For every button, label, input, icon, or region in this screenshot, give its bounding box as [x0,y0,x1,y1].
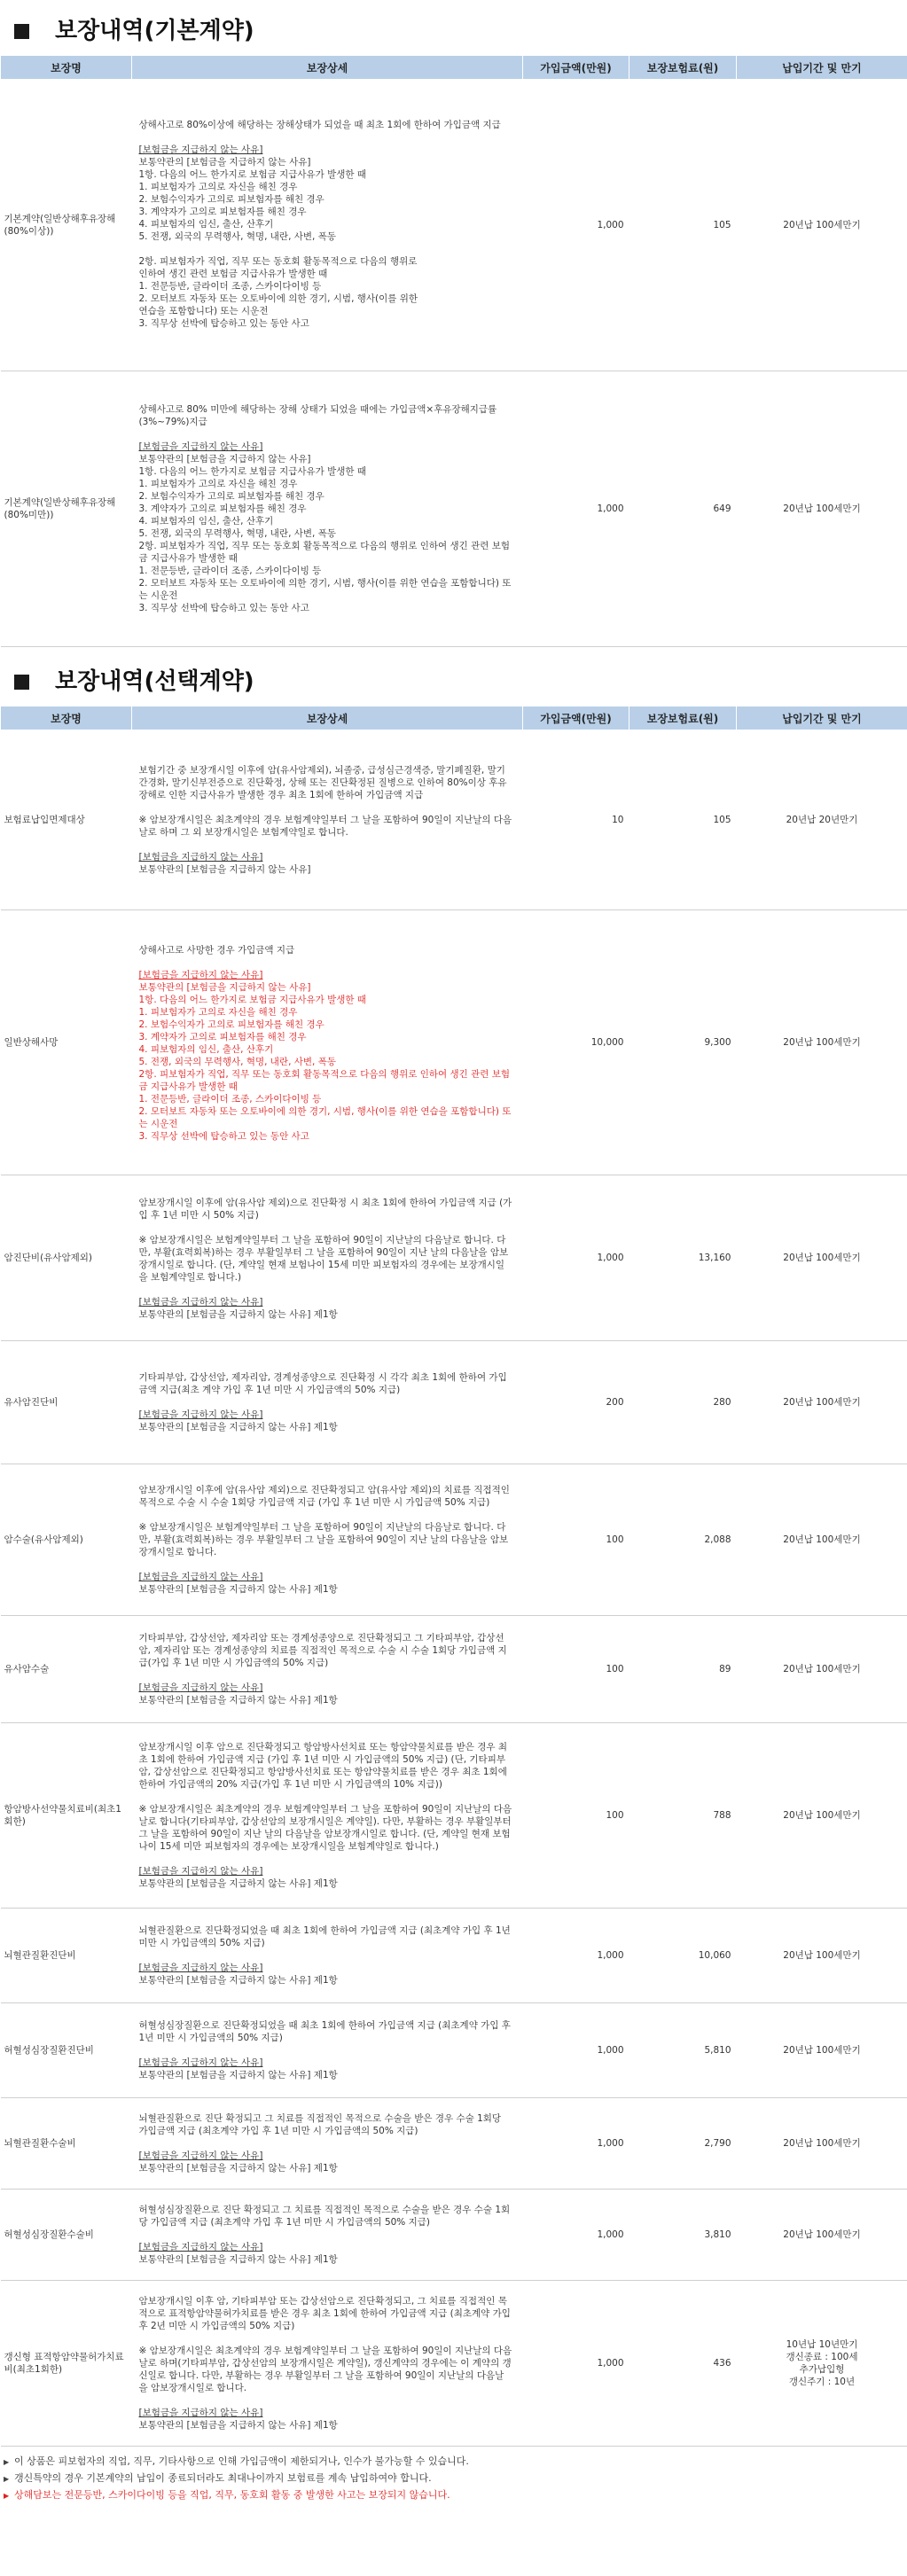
table-row [1,730,907,910]
coverage-period: 20년납 100세만기 [737,1341,907,1464]
detail-line: [보험금을 지급하지 않는 사유] [138,441,263,452]
coverage-detail [132,1909,523,2003]
coverage-name: 항암방사선약물치료비(최초1회한) [1,1723,132,1909]
detail-line: 5. 전쟁, 외국의 무력행사, 혁명, 내란, 사변, 폭동 [138,1057,337,1067]
detail-line: 기타피부암, 갑상선암, 제자리암 또는 경계성종양으로 진단확정되고 그 기타피부암, 갑상선암, 제자리암 또는 경계성종양의 치료를 직접적인 목적으로 수술 시 수술 1회당 가입금액 지급(가입 후 1년 미만 시 가입금액의 50% 지급) [138,1633,507,1668]
footnote-text: 갱신특약의 경우 기본계약의 납입이 종료되더라도 최대나이까지 보험료를 계속 납입하여야 합니다. [14,2472,432,2484]
detail-line: ※ 암보장개시일은 보험계약일부터 그 날을 포함하여 90일이 지난날의 다음날로 합니다. 다만, 부활(효력회복)하는 경우 부활일부터 그 날을 포함하여 90일이 지난 날의 다음날을 암보장개시일로 합니다. [138,1522,509,1557]
detail-line: 허혈성심장질환으로 진단확정되었을 때 최초 1회에 한하여 가입금액 지급 (최초계약 가입 후 1년 미만 시 가입금액의 50% 지급) [138,2020,511,2043]
coverage-detail [132,910,523,1175]
header-coverage-detail: 보장상세 [132,706,523,730]
footnote-item [4,2471,907,2487]
coverage-period: 20년납 100세만기 [737,2098,907,2190]
detail-line: 4. 피보험자의 임신, 출산, 산후기 [138,516,274,527]
coverage-period: 20년납 100세만기 [737,371,907,647]
detail-line: 보통약관의 [보험금을 지급하지 않는 사유] 제1항 [138,2070,338,2080]
detail-line: 4. 피보험자의 임신, 출산, 산후기 [138,219,274,230]
coverage-name: 허혈성심장질환진단비 [1,2003,132,2098]
detail-line [139,1853,512,1865]
table-row [1,2190,907,2281]
coverage-detail [132,2281,523,2447]
coverage-detail [132,2098,523,2190]
detail-line: [보험금을 지급하지 않는 사유] [138,1297,263,1308]
detail-line: 3. 계약자가 고의로 피보험자를 해친 경우 [138,207,307,217]
basic-title-text: 보장내역(기본계약) [55,18,254,44]
detail-line: 1항. 다음의 어느 한가지로 보험금 지급사유가 발생한 때 [138,466,367,477]
detail-line [139,1396,512,1409]
detail-line: 보통약관의 [보험금을 지급하지 않는 사유] 제1항 [138,2420,338,2431]
coverage-amount: 100 [523,1723,629,1909]
coverage-detail [132,1616,523,1723]
detail-line [139,131,512,144]
detail-line [139,428,512,441]
detail-line: 2항. 피보험자가 직업, 직무 또는 동호회 활동목적으로 다음의 행위로 인하여 생긴 관련 보험금 지급사유가 발생한 때 [138,1069,511,1092]
header-coverage-name: 보장명 [1,56,132,80]
detail-line: 5. 전쟁, 외국의 무력행사, 혁명, 내란, 사변, 폭동 [138,528,337,539]
header-premium: 보장보험료(원) [629,56,737,80]
square-bullet-icon [14,24,29,39]
table-header-row [1,56,907,80]
detail-line: 보통약관의 [보험금을 지급하지 않는 사유] [138,982,311,993]
coverage-name: 뇌혈관질환진단비 [1,1909,132,2003]
detail-line [139,2044,512,2057]
detail-line: 보통약관의 [보험금을 지급하지 않는 사유] 제1항 [138,1695,338,1706]
coverage-amount: 1,000 [523,2190,629,2281]
coverage-period: 20년납 100세만기 [737,2003,907,2098]
detail-line: 3. 직무상 선박에 탑승하고 있는 동안 사고 [138,603,309,613]
coverage-premium: 13,160 [629,1175,737,1341]
detail-line: 2. 보험수익자가 고의로 피보험자를 해친 경우 [138,491,324,502]
coverage-period: 20년납 100세만기 [737,80,907,371]
coverage-period: 20년납 100세만기 [737,1464,907,1616]
optional-section [0,660,907,2447]
detail-line: ※ 암보장개시일은 보험계약일부터 그 날을 포함하여 90일이 지난날의 다음날로 합니다. 다만, 부활(효력회복)하는 경우 부활일부터 그 날을 포함하여 90일이 지난 날의 다음날을 암보장개시일로 합니다. (단, 계약일 현재 보험나이 15세 미만 피보험자의 경우에는 보장개시일을 보험계약일로 합니다.) [138,1235,509,1283]
detail-line: 보통약관의 [보험금을 지급하지 않는 사유] 제1항 [138,1309,338,1320]
detail-line: 보험기간 중 보장개시일 이후에 암(유사암제외), 뇌졸중, 급성심근경색증, 말기폐질환, 말기간경화, 말기신부전증으로 진단확정, 상해 또는 진단확정된 질병으로 인하여 80%이상 후유장해로 인한 지급사유가 발생한 경우 최초 1회에 한하여 가입금액 지급 [138,765,507,800]
detail-line: [보험금을 지급하지 않는 사유] [138,1409,263,1420]
basic-coverage-table [0,55,907,647]
coverage-amount: 200 [523,1341,629,1464]
detail-line: 암보장개시일 이후에 암(유사암 제외)으로 진단확정되고 암(유사암 제외)의 치료를 직접적인 목적으로 수술 시 수술 1회당 가입금액 지급 (가입 후 1년 미만 시 가입금액 50% 지급) [138,1485,510,1508]
detail-line [139,1222,512,1234]
detail-line: [보험금을 지급하지 않는 사유] [138,1572,263,1582]
detail-line [139,243,512,255]
footnote-text: 이 상품은 피보험자의 직업, 직무, 기타사항으로 인해 가입금액이 제한되거나, 인수가 불가능할 수 있습니다. [14,2455,469,2467]
square-bullet-icon [14,675,29,690]
detail-line: ※ 암보장개시일은 최초계약의 경우 보험계약일부터 그 날을 포함하여 90일이 지난날의 다음날로 합니다(기타피부암, 갑상선암의 보장개시일은 계약일). 다만, 부활하는 경우 부활일부터 그 날을 포함하여 90일이 지난 날의 다음날을 암보장개시일로 합니다. (단, 계약일 현재 보험나이 15세 미만 피보험자의 경우에는 보장개시일을 보험계약일로 합니다.) [138,1804,512,1852]
detail-line: 3. 직무상 선박에 탑승하고 있는 동안 사고 [138,1131,309,1142]
detail-line: 보통약관의 [보험금을 지급하지 않는 사유] 제1항 [138,1584,338,1595]
coverage-period: 10년납 10년만기 갱신종료 : 100세 추가납입형 갱신주기 : 10년 [737,2281,907,2447]
detail-line: 1. 전문등반, 글라이더 조종, 스카이다이빙 등 [138,1094,322,1105]
detail-line: 1항. 다음의 어느 한가지로 보험금 지급사유가 발생한 때 [138,169,367,180]
section-title-basic [0,0,907,55]
coverage-name: 허혈성심장질환수술비 [1,2190,132,2281]
coverage-detail [132,1341,523,1464]
detail-line: 보통약관의 [보험금을 지급하지 않는 사유] 제1항 [138,1975,338,1986]
coverage-premium: 5,810 [629,2003,737,2098]
detail-line [139,2394,512,2407]
detail-line: 1. 피보험자가 고의로 자신을 해친 경우 [138,479,298,489]
detail-line [139,2332,512,2345]
detail-line [139,801,512,814]
coverage-amount: 1,000 [523,2281,629,2447]
coverage-period: 20년납 100세만기 [737,1723,907,1909]
coverage-amount: 1,000 [523,371,629,647]
table-row [1,1464,907,1616]
coverage-premium: 436 [629,2281,737,2447]
coverage-amount: 1,000 [523,1175,629,1341]
coverage-amount: 1,000 [523,80,629,371]
header-coverage-detail: 보장상세 [132,56,523,80]
coverage-name: 뇌혈관질환수술비 [1,2098,132,2190]
detail-line: 암보장개시일 이후 암으로 진단확정되고 항암방사선치료 또는 항암약물치료를 받은 경우 최초 1회에 한하여 가입금액 지급 (가입 후 1년 미만 시 가입금액의 50% 지급) (단, 기타피부암, 갑상선암으로 진단확정되고 항암방사선치료 또는 항암약물치료를 받은 경우 최초 1회에 한하여 가입금액의 20% 지급(가입 후 1년 미만 시 가입금액의 10% 지급)) [138,1742,507,1790]
detail-line: [보험금을 지급하지 않는 사유] [138,144,263,155]
detail-line: 상해사고로 사망한 경우 가입금액 지급 [138,945,295,956]
coverage-period: 20년납 100세만기 [737,1175,907,1341]
arrow-bullet-icon: ▶ [4,2458,10,2466]
coverage-amount: 100 [523,1464,629,1616]
detail-line: 2. 보험수익자가 고의로 피보험자를 해친 경우 [138,194,324,205]
detail-line: [보험금을 지급하지 않는 사유] [138,2408,263,2418]
table-row [1,80,907,371]
table-row [1,1341,907,1464]
coverage-name: 기본계약(일반상해후유장해(80%미만)) [1,371,132,647]
coverage-detail [132,2003,523,2098]
detail-line: 뇌혈관질환으로 진단 확정되고 그 치료를 직접적인 목적으로 수술을 받은 경우 수술 1회당 가입금액 지급 (최초계약 가입 후 1년 미만 시 가입금액의 50% 지급) [138,2113,502,2136]
detail-line [139,1669,512,1682]
detail-line: [보험금을 지급하지 않는 사유] [138,1963,263,1973]
coverage-period: 20년납 100세만기 [737,1909,907,2003]
coverage-premium: 2,088 [629,1464,737,1616]
table-row [1,1175,907,1341]
detail-line: 상해사고로 80% 미만에 해당하는 장해 상태가 되었을 때에는 가입금액×후유장해지급률(3%~79%)지급 [138,404,497,427]
coverage-amount: 10 [523,730,629,910]
detail-line: 보통약관의 [보험금을 지급하지 않는 사유] 제1항 [138,2163,338,2174]
optional-title-text: 보장내역(선택계약) [55,668,254,695]
footnote-text: 상해담보는 전문등반, 스카이다이빙 등을 직업, 직무, 동호회 활동 중 발생한 사고는 보장되지 않습니다. [14,2489,450,2501]
detail-line: 2항. 피보험자가 직업, 직무 또는 동호회 활동목적으로 다음의 행위로 [138,256,418,267]
detail-line: 3. 직무상 선박에 탑승하고 있는 동안 사고 [138,318,309,329]
coverage-detail [132,1175,523,1341]
detail-line: 3. 계약자가 고의로 피보험자를 해친 경우 [138,1032,307,1042]
table-row [1,2281,907,2447]
detail-line: [보험금을 지급하지 않는 사유] [138,852,263,863]
coverage-name: 보험료납입면제대상 [1,730,132,910]
detail-line: 상해사고로 80%이상에 해당하는 장해상태가 되었을 때 최초 1회에 한하여 가입금액 지급 [138,120,501,130]
optional-coverage-table [0,706,907,2447]
detail-line: 2. 모터보트 자동차 또는 오토바이에 의한 경기, 시범, 행사(이를 위한 연습을 포함합니다) 또는 시운전 [138,578,512,601]
header-period: 납입기간 및 만기 [737,56,907,80]
coverage-period: 20년납 100세만기 [737,1616,907,1723]
table-header-row [1,706,907,730]
detail-line: [보험금을 지급하지 않는 사유] [138,2242,263,2252]
detail-line: [보험금을 지급하지 않는 사유] [138,2151,263,2161]
detail-line: 암보장개시일 이후에 암(유사암 제외)으로 진단확정 시 최초 1회에 한하여 가입금액 지급 (가입 후 1년 미만 시 50% 지급) [138,1198,512,1221]
coverage-premium: 280 [629,1341,737,1464]
detail-line: 허혈성심장질환으로 진단 확정되고 그 치료를 직접적인 목적으로 수술을 받은 경우 수술 1회당 가입금액 지급 (최초계약 가입 후 1년 미만 시 가입금액의 50% 지급) [138,2205,511,2228]
coverage-amount: 1,000 [523,2098,629,2190]
detail-line [139,1791,512,1803]
table-row [1,371,907,647]
detail-line: 4. 피보험자의 임신, 출산, 산후기 [138,1044,274,1055]
coverage-name: 암진단비(유사암제외) [1,1175,132,1341]
detail-line [139,1558,512,1571]
detail-line: [보험금을 지급하지 않는 사유] [138,970,263,980]
header-amount: 가입금액(만원) [523,56,629,80]
header-coverage-name: 보장명 [1,706,132,730]
detail-line: 2. 보험수익자가 고의로 피보험자를 해친 경우 [138,1019,324,1030]
header-premium: 보장보험료(원) [629,706,737,730]
coverage-premium: 105 [629,730,737,910]
detail-line [139,1949,512,1962]
coverage-name: 기본계약(일반상해후유장해(80%이상)) [1,80,132,371]
coverage-amount: 1,000 [523,1909,629,2003]
footnote-item [4,2454,907,2471]
detail-line: 5. 전쟁, 외국의 무력행사, 혁명, 내란, 사변, 폭동 [138,231,337,242]
coverage-name: 유사암수술 [1,1616,132,1723]
arrow-bullet-icon: ▶ [4,2475,10,2483]
table-row [1,910,907,1175]
coverage-period: 20년납 20년만기 [737,730,907,910]
detail-line: 2. 모터보트 자동차 또는 오토바이에 의한 경기, 시범, 행사(이를 위한 [138,293,418,304]
coverage-detail [132,371,523,647]
detail-line: ※ 암보장개시일은 최초계약의 경우 보험계약일부터 그 날을 포함하여 90일이 지난날의 다음날로 하며(기타피부암, 갑상선암의 보장개시일은 계약일), 갱신계약의 경우에는 이 계약의 갱신일로 합니다. 다만, 부활하는 경우 부활일부터 그 날을 포함하여 90일이 지난날의 다음날을 암보장개시일로 합니다. [138,2346,512,2393]
arrow-bullet-icon: ▶ [4,2492,10,2500]
detail-line: 1. 피보험자가 고의로 자신을 해친 경우 [138,1007,298,1018]
detail-line: [보험금을 지급하지 않는 사유] [138,1866,263,1877]
detail-line: 3. 계약자가 고의로 피보험자를 해친 경우 [138,503,307,514]
detail-line [139,2229,512,2241]
coverage-name: 유사암진단비 [1,1341,132,1464]
table-row [1,1909,907,2003]
detail-line: 뇌혈관질환으로 진단확정되었을 때 최초 1회에 한하여 가입금액 지급 (최초계약 가입 후 1년 미만 시 가입금액의 50% 지급) [138,1925,511,1948]
table-row [1,1723,907,1909]
detail-line: 암보장개시일 이후 암, 기타피부암 또는 갑상선암으로 진단확정되고, 그 치료를 직접적인 목적으로 표적항암약물허가치료를 받은 경우 최초 1회에 한하여 가입금액 지급 (최초계약 가입 후 2년 미만 시 가입금액의 50% 지급) [138,2296,511,2331]
header-period: 납입기간 및 만기 [737,706,907,730]
coverage-premium: 10,060 [629,1909,737,2003]
coverage-amount: 100 [523,1616,629,1723]
table-row [1,2003,907,2098]
section-title-optional [0,660,907,706]
coverage-premium: 89 [629,1616,737,1723]
detail-line: 1항. 다음의 어느 한가지로 보험금 지급사유가 발생한 때 [138,995,367,1005]
detail-line [139,2137,512,2150]
coverage-amount: 10,000 [523,910,629,1175]
basic-section [0,0,907,647]
coverage-premium: 105 [629,80,737,371]
detail-line: 2항. 피보험자가 직업, 직무 또는 동호회 활동목적으로 다음의 행위로 인하여 생긴 관련 보험금 지급사유가 발생한 때 [138,541,511,564]
detail-line: 보통약관의 [보험금을 지급하지 않는 사유] [138,454,311,464]
detail-line: 1. 전문등반, 글라이더 조종, 스카이다이빙 등 [138,566,322,576]
coverage-name: 암수술(유사암제외) [1,1464,132,1616]
detail-line: 보통약관의 [보험금을 지급하지 않는 사유] 제1항 [138,2254,338,2265]
table-row [1,2098,907,2190]
coverage-detail [132,1464,523,1616]
detail-line [139,956,512,969]
detail-line: [보험금을 지급하지 않는 사유] [138,1682,263,1693]
footnotes [0,2447,907,2504]
detail-line: 보통약관의 [보험금을 지급하지 않는 사유] 제1항 [138,1422,338,1432]
coverage-detail [132,1723,523,1909]
detail-line: 2. 모터보트 자동차 또는 오토바이에 의한 경기, 시범, 행사(이를 위한 연습을 포함합니다) 또는 시운전 [138,1106,512,1129]
coverage-detail [132,730,523,910]
detail-line [139,1284,512,1296]
detail-line: ※ 암보장개시일은 최초계약의 경우 보험계약일부터 그 날을 포함하여 90일이 지난날의 다음날로 하며 그 외 보장개시일은 보험계약일로 합니다. [138,815,512,838]
detail-line [139,839,512,851]
coverage-period: 20년납 100세만기 [737,910,907,1175]
coverage-detail [132,2190,523,2281]
detail-line: [보험금을 지급하지 않는 사유] [138,2057,263,2068]
detail-line: 보통약관의 [보험금을 지급하지 않는 사유] 제1항 [138,1878,338,1889]
coverage-amount: 1,000 [523,2003,629,2098]
footnote-item [4,2487,907,2504]
detail-line: 1. 피보험자가 고의로 자신을 해친 경우 [138,182,298,192]
coverage-premium: 788 [629,1723,737,1909]
detail-line [139,1509,512,1521]
coverage-name: 갱신형 표적항암약물허가치료비(최초1회한) [1,2281,132,2447]
coverage-premium: 649 [629,371,737,647]
detail-line: 1. 전문등반, 글라이더 조종, 스카이다이빙 등 [138,281,322,292]
detail-line: 기타피부암, 갑상선암, 제자리암, 경계성종양으로 진단확정 시 각각 최초 1회에 한하여 가입금액 지급(최초 계약 가입 후 1년 미만 시 가입금액의 50% 지급) [138,1372,507,1395]
detail-line: 인하여 생긴 관련 보험금 지급사유가 발생한 때 [138,269,328,279]
detail-line: 보통약관의 [보험금을 지급하지 않는 사유] [138,864,311,875]
coverage-detail [132,80,523,371]
table-row [1,1616,907,1723]
coverage-premium: 3,810 [629,2190,737,2281]
coverage-name: 일반상해사망 [1,910,132,1175]
coverage-premium: 9,300 [629,910,737,1175]
coverage-period: 20년납 100세만기 [737,2190,907,2281]
detail-line: 연습을 포함합니다) 또는 시운전 [138,306,269,316]
coverage-premium: 2,790 [629,2098,737,2190]
header-amount: 가입금액(만원) [523,706,629,730]
detail-line: 보통약관의 [보험금을 지급하지 않는 사유] [138,157,311,168]
